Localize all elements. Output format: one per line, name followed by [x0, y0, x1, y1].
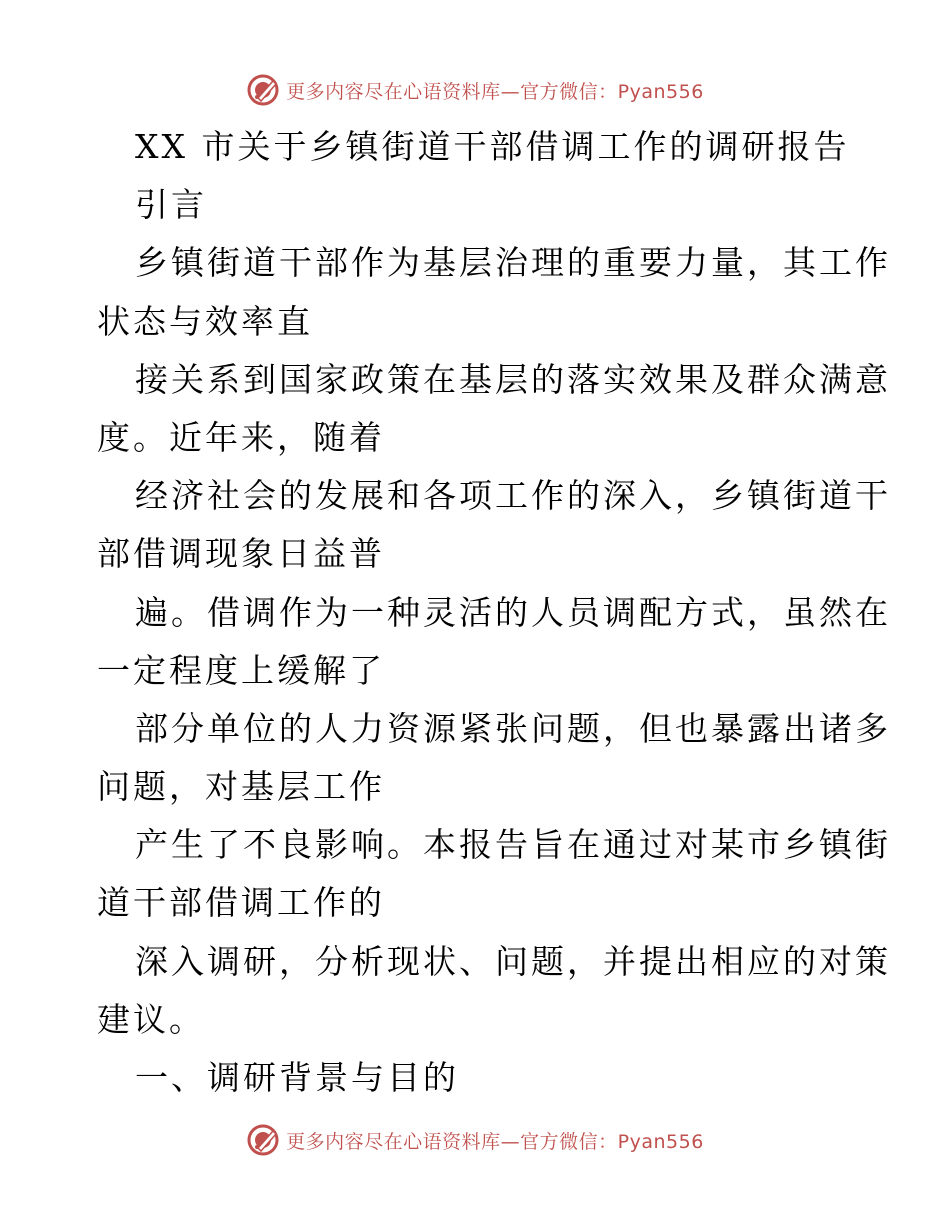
- watermark-text: 更多内容尽在心语资料库—官方微信：Pyan556: [286, 1130, 704, 1153]
- paragraph-line: 部分单位的人力资源紧张问题，但也暴露出诸多: [135, 708, 891, 748]
- paragraph: [97, 584, 891, 700]
- paragraph-line: 状态与效率直: [97, 301, 313, 341]
- document-title: XX 市关于乡镇街道干部借调工作的调研报告: [135, 127, 850, 166]
- watermark-header: [0, 70, 950, 110]
- intro-heading: 引言: [135, 185, 207, 225]
- paragraph: [97, 933, 891, 1049]
- document-body: [97, 118, 891, 1107]
- watermark-text: 更多内容尽在心语资料库—官方微信：Pyan556: [286, 80, 704, 103]
- logo-pen-icon: [246, 73, 280, 107]
- paragraph: [97, 816, 891, 932]
- paragraph: [97, 234, 891, 350]
- paragraph-line: 部借调现象日益普: [97, 534, 385, 574]
- paragraph-line: 乡镇街道干部作为基层治理的重要力量，其工作: [135, 243, 891, 283]
- paragraph-line: 遍。借调作为一种灵活的人员调配方式，虽然在: [135, 592, 891, 632]
- watermark-footer: [0, 1120, 950, 1160]
- paragraph-line: 建议。: [97, 999, 205, 1039]
- paragraph-line: 道干部借调工作的: [97, 883, 385, 923]
- paragraph: [97, 467, 891, 583]
- paragraph-line: 一定程度上缓解了: [97, 650, 385, 690]
- paragraph-line: 度。近年来，随着: [97, 417, 385, 457]
- logo-pen-icon: [246, 1123, 280, 1157]
- paragraph-line: 产生了不良影响。本报告旨在通过对某市乡镇街: [135, 825, 891, 865]
- paragraph-line: 问题，对基层工作: [97, 767, 385, 807]
- paragraph: [97, 351, 891, 467]
- section-heading: 一、调研背景与目的: [135, 1058, 459, 1097]
- paragraph-line: 深入调研，分析现状、问题，并提出相应的对策: [135, 941, 891, 981]
- paragraph-line: 接关系到国家政策在基层的落实效果及群众满意: [135, 359, 891, 399]
- paragraph: [97, 700, 891, 816]
- paragraph-line: 经济社会的发展和各项工作的深入，乡镇街道干: [135, 476, 891, 516]
